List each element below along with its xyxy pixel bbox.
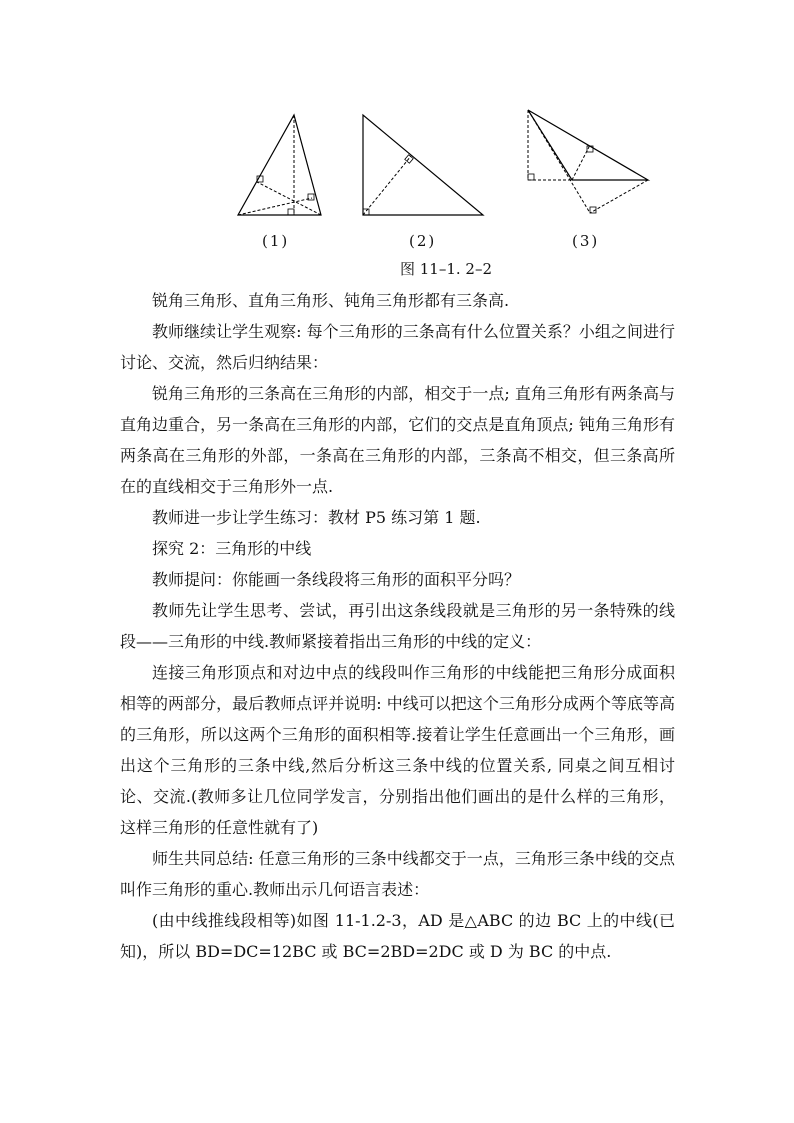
paragraph-1: 锐角三角形、直角三角形、钝角三角形都有三条高. xyxy=(152,291,510,310)
paragraph-4: 教师进一步让学生练习：教材 P5 练习第 1 题. xyxy=(152,508,481,527)
figure-label-1: (1) xyxy=(262,232,290,250)
section-heading: 探究 2：三角形的中线 xyxy=(152,539,312,558)
paragraph-10: (由中线推线段相等)如图 11-1.2-3，AD 是△ABC 的边 BC 上的中线(已知)，所以 BD=DC=12BC 或 BC=2BD=2DC 或 D 为 BC 的中点. xyxy=(120,911,675,961)
figure-label-3: (3) xyxy=(572,232,600,250)
acute-triangle-figure xyxy=(230,100,330,220)
body-text xyxy=(120,285,675,967)
paragraph-8: 连接三角形顶点和对边中点的线段叫作三角形的中线能把三角形分成面积相等的两部分，最后教师点评并说明: 中线可以把这个三角形分成两个等底等高的三角形，所以这两个三角形的面积相等.接着让学生任意画出一个三角形，画出这个三角形的三条中线,然后分析这三条中线的位置关系, 同桌之间互相讨论、交流.(教师多让几位同学发言，分别指出他们画出的是什么样的三角形，这样三角形的任意性就有了) xyxy=(120,663,675,837)
figure-caption: 图 11–1. 2–2 xyxy=(400,260,493,278)
figure-label-2: (2) xyxy=(409,232,437,250)
paragraph-2: 教师继续让学生观察: 每个三角形的三条高有什么位置关系？小组之间进行讨论、交流，然后归纳结果： xyxy=(120,322,675,372)
paragraph-7: 教师先让学生思考、尝试，再引出这条线段就是三角形的另一条特殊的线段——三角形的中线.教师紧接着指出三角形的中线的定义： xyxy=(120,601,675,651)
right-triangle-figure xyxy=(355,100,495,220)
paragraph-3: 锐角三角形的三条高在三角形的内部，相交于一点; 直角三角形有两条高与直角边重合，另一条高在三角形的内部，它们的交点是直角顶点; 钝角三角形有两条高在三角形的外部，一条高在三角形的内部，三条高不相交，但三条高所在的直线相交于三角形外一点. xyxy=(120,384,675,496)
figure-11-1-2-2 xyxy=(0,100,794,250)
paragraph-6: 教师提问：你能画一条线段将三角形的面积平分吗？ xyxy=(152,570,521,589)
paragraph-9: 师生共同总结: 任意三角形的三条中线都交于一点，三角形三条中线的交点叫作三角形的重心.教师出示几何语言表述： xyxy=(120,849,675,899)
obtuse-triangle-figure xyxy=(518,100,658,220)
